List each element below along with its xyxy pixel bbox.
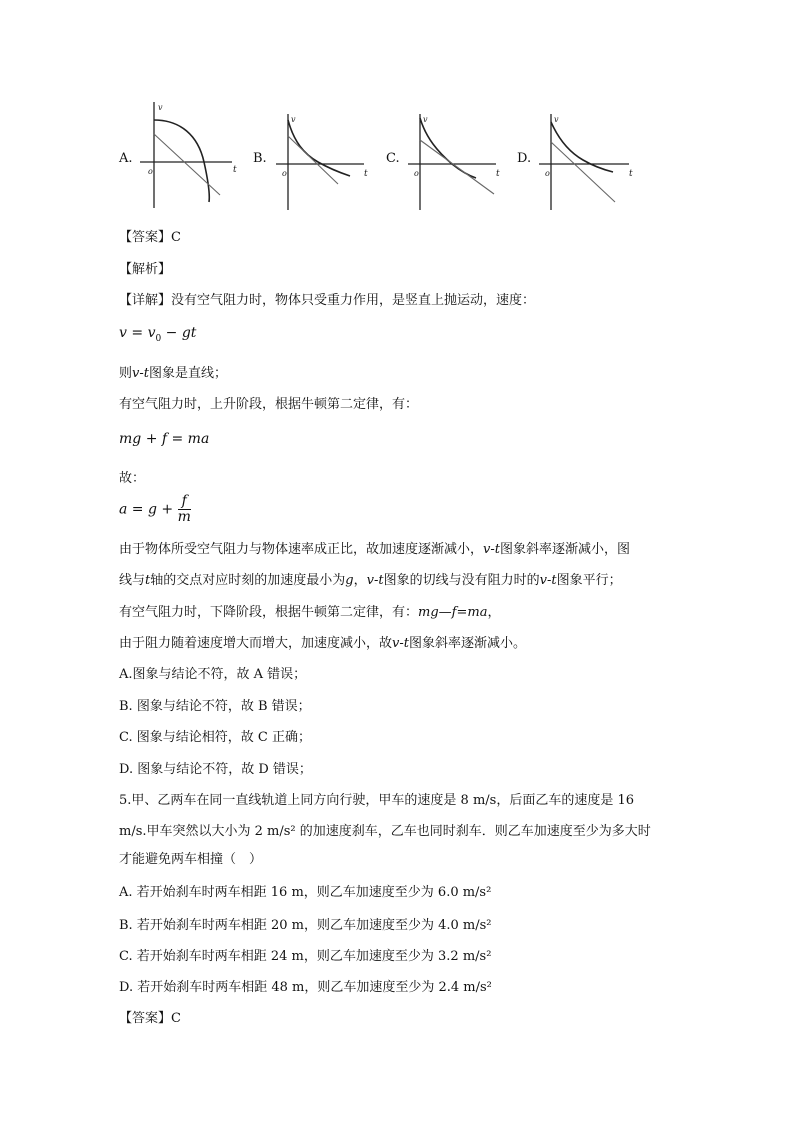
para-1d: 由于阻力随着速度增大而增大，加速度减小，故v-t图象斜率逐渐减小。 (119, 636, 526, 651)
question-5-line-2: m/s.甲车突然以大小为 2 m/s² 的加速度刹车，乙车也同时刹车．则乙车加速度至少为多大时 (119, 824, 651, 839)
para-1a: 由于物体所受空气阻力与物体速率成正比，故加速度逐渐减小，v-t图象斜率逐渐减小，图 (119, 542, 630, 557)
equation-v: $v = v_0$ − gt (119, 325, 197, 344)
q5-option-c: C. 若开始刹车时两车相距 24 m，则乙车加速度至少为 3.2 m/s² (119, 949, 492, 964)
q5-option-d: D. 若开始刹车时两车相距 48 m，则乙车加速度至少为 2.4 m/s² (119, 980, 492, 995)
graph-a (140, 100, 240, 214)
answer-2: 【答案】C (119, 1011, 181, 1026)
option-d-label: D. (517, 151, 532, 166)
vt-straight-line: 则v-t图象是直线； (119, 366, 227, 381)
equation-newton: mg + f = ma (119, 431, 210, 447)
option-c-label: C. (386, 151, 400, 166)
question-5-line-3: 才能避免两车相撞（ ） (119, 852, 263, 867)
q5-option-a: A. 若开始刹车时两车相距 16 m，则乙车加速度至少为 6.0 m/s² (119, 885, 492, 900)
air-resistance-up: 有空气阻力时，上升阶段，根据牛顿第二定律，有： (119, 397, 419, 412)
axis-t-label: t (233, 165, 237, 175)
answer-1: 【答案】C (119, 230, 181, 245)
origin-label: o (148, 167, 153, 176)
q5-option-b: B. 若开始刹车时两车相距 20 m，则乙车加速度至少为 4.0 m/s² (119, 918, 492, 933)
graph-d (539, 112, 639, 216)
option-a-label: A. (119, 151, 133, 166)
axis-v-label: v (423, 115, 428, 124)
axis-v-label: v (158, 103, 163, 112)
analysis-heading: 【解析】 (119, 262, 172, 277)
equation-a: a = g + $\frac{f}{m}$ (119, 493, 191, 525)
gu-text: 故： (119, 471, 146, 486)
axis-v-label: v (291, 115, 296, 124)
para-1b: 线与t轴的交点对应时刻的加速度最小为g，v-t图象的切线与没有阻力时的v-t图象平行； (119, 573, 622, 588)
para-1c: 有空气阻力时，下降阶段，根据牛顿第二定律，有：mg—f=ma， (119, 605, 501, 620)
graph-c (408, 112, 508, 216)
judge-b: B. 图象与结论不符，故 B 错误； (119, 699, 311, 714)
origin-label: o (545, 169, 550, 178)
detail-intro: 【详解】没有空气阻力时，物体只受重力作用，是竖直上抛运动，速度： (119, 293, 536, 308)
judge-d: D. 图象与结论不符，故 D 错误； (119, 762, 312, 777)
axis-t-label: t (629, 169, 633, 179)
origin-label: o (282, 169, 287, 178)
axis-v-label: v (554, 115, 559, 124)
judge-c: C. 图象与结论相符，故 C 正确； (119, 730, 311, 745)
judge-a: A.图象与结论不符，故 A 错误； (119, 667, 307, 682)
origin-label: o (414, 169, 419, 178)
axis-t-label: t (364, 169, 368, 179)
graph-b (276, 112, 376, 216)
option-b-label: B. (253, 151, 267, 166)
axis-t-label: t (496, 169, 500, 179)
question-5-line-1: 5.甲、乙两车在同一直线轨道上同方向行驶，甲车的速度是 8 m/s，后面乙车的速度是 16 (119, 793, 634, 808)
